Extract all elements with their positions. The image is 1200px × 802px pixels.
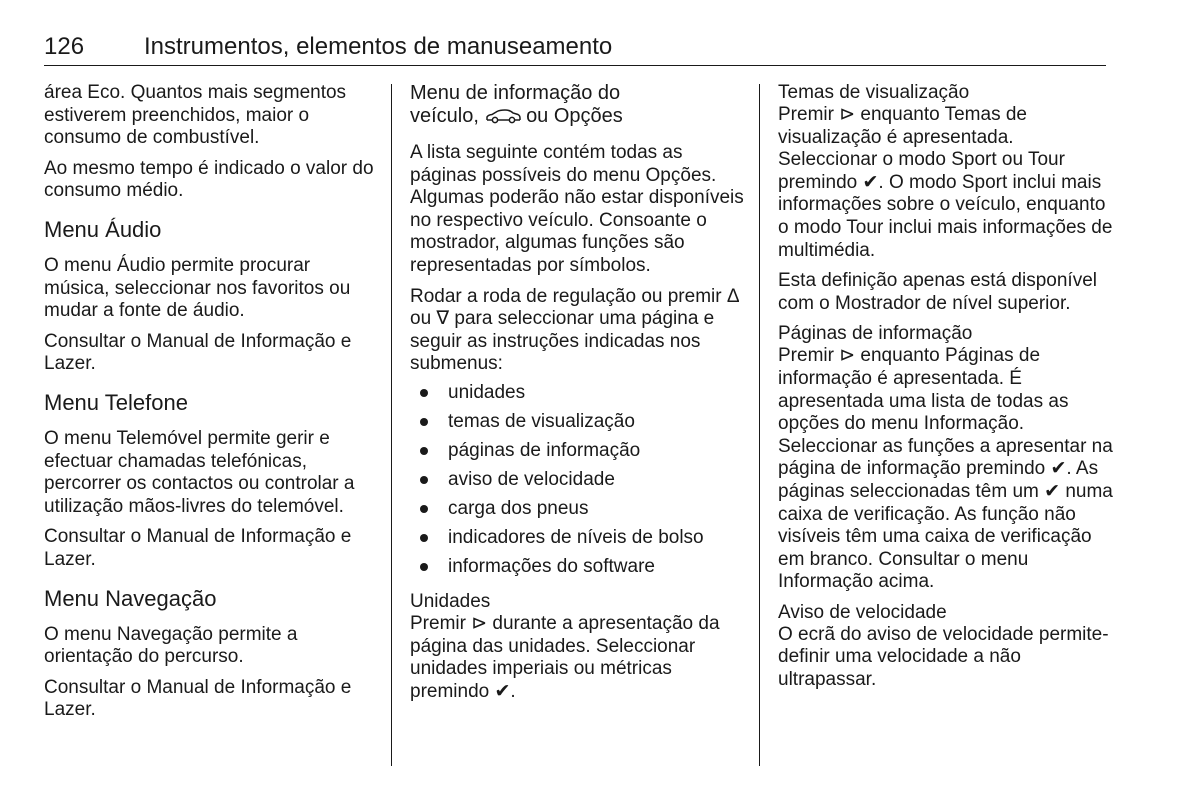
page-header (44, 33, 1106, 66)
paragraph: Consultar o Manual de Informação e Lazer. (44, 526, 352, 570)
bullet-icon (420, 389, 428, 397)
subheading-unidades: Unidades (410, 590, 491, 612)
column-right (778, 82, 1113, 700)
section-heading-audio: Menu Áudio (44, 216, 162, 242)
paragraph: Consultar o Manual de Informação e Lazer. (44, 330, 352, 375)
list-item: informações do software (410, 552, 750, 581)
paragraph: O ecrã do aviso de velocidade permite- definir uma velocidade a não ultrapassar. (778, 623, 1109, 691)
list-item: aviso de velocidade (410, 465, 750, 494)
heading-line: Menu de informação do (410, 82, 621, 104)
heading-line: ou Opções (526, 105, 623, 127)
paragraph: Premir ⊳ enquanto Temas de visualização é apresentada. Seleccionar o modo Sport ou Tour premindo ✔. O modo Sport inclui mais informações sobre o veículo, enquanto o modo Tour inclui mais informações de multimédia. (778, 104, 1113, 261)
heading-line: veículo, (410, 105, 479, 127)
paragraph: Premir ⊳ enquanto Páginas de informação é apresentada. É apresentada uma lista de todas as opções do menu Informação. Seleccionar as funções a apresentar na página de informação premindo ✔. As páginas seleccionadas têm um ✔ numa caixa de verificação. As função não visíveis têm uma caixa de verificação em branco. Consultar o menu Informação acima. (778, 345, 1113, 593)
car-icon (485, 107, 521, 130)
column-middle (410, 82, 750, 711)
section-heading-telefone: Menu Telefone (44, 389, 188, 415)
bullet-icon (420, 534, 428, 542)
paragraph: Ao mesmo tempo é indicado o valor do consumo médio. (44, 157, 374, 202)
options-list (410, 378, 750, 581)
bullet-icon (420, 447, 428, 455)
bullet-icon (420, 563, 428, 571)
paragraph: Esta definição apenas está disponível com o Mostrador de nível superior. (778, 270, 1097, 314)
section-heading-vehicle-info (410, 82, 750, 130)
section-heading-navegacao: Menu Navegação (44, 585, 217, 611)
paragraph: O menu Navegação permite a orientação do percurso. (44, 623, 298, 668)
paragraph: Consultar o Manual de Informação e Lazer. (44, 676, 352, 721)
column-divider (391, 84, 392, 766)
column-left (44, 82, 379, 730)
page-number: 126 (44, 33, 85, 60)
paragraph: Premir ⊳ durante a apresentação da página das unidades. Seleccionar unidades imperiais ou métricas premindo ✔. (410, 612, 720, 702)
subheading-paginas: Páginas de informação (778, 323, 973, 345)
paragraph: área Eco. Quantos mais segmentos estiverem preenchidos, maior o consumo de combustível. (44, 82, 347, 149)
cross-reference-link[interactable]: menu Informação (778, 548, 1029, 593)
bullet-icon (420, 476, 428, 484)
subheading-aviso: Aviso de velocidade (778, 601, 947, 623)
paragraph: O menu Áudio permite procurar música, seleccionar nos favoritos ou mudar a fonte de áudio. (44, 254, 351, 322)
page-title: Instrumentos, elementos de manuseamento (144, 33, 613, 60)
subheading-temas: Temas de visualização (778, 82, 970, 103)
paragraph: A lista seguinte contém todas as páginas possíveis do menu Opções. Algumas poderão não estar disponíveis no respectivo veículo. Consoante o mostrador, algumas funções são representadas por símbolos. (410, 142, 744, 276)
list-item: páginas de informação (410, 436, 750, 465)
bullet-icon (420, 418, 428, 426)
list-item: unidades (410, 378, 750, 407)
list-item: indicadores de níveis de bolso (410, 523, 750, 552)
bullet-icon (420, 505, 428, 513)
paragraph: O menu Telemóvel permite gerir e efectuar chamadas telefónicas, percorrer os contactos ou controlar a utilização mãos-livres do telemóvel. (44, 427, 355, 517)
list-item: carga dos pneus (410, 494, 750, 523)
list-item: temas de visualização (410, 407, 750, 436)
paragraph: Rodar a roda de regulação ou premir Δ ou ∇ para seleccionar uma página e seguir as instruções indicadas nos submenus: (410, 285, 739, 375)
column-divider (759, 84, 760, 766)
